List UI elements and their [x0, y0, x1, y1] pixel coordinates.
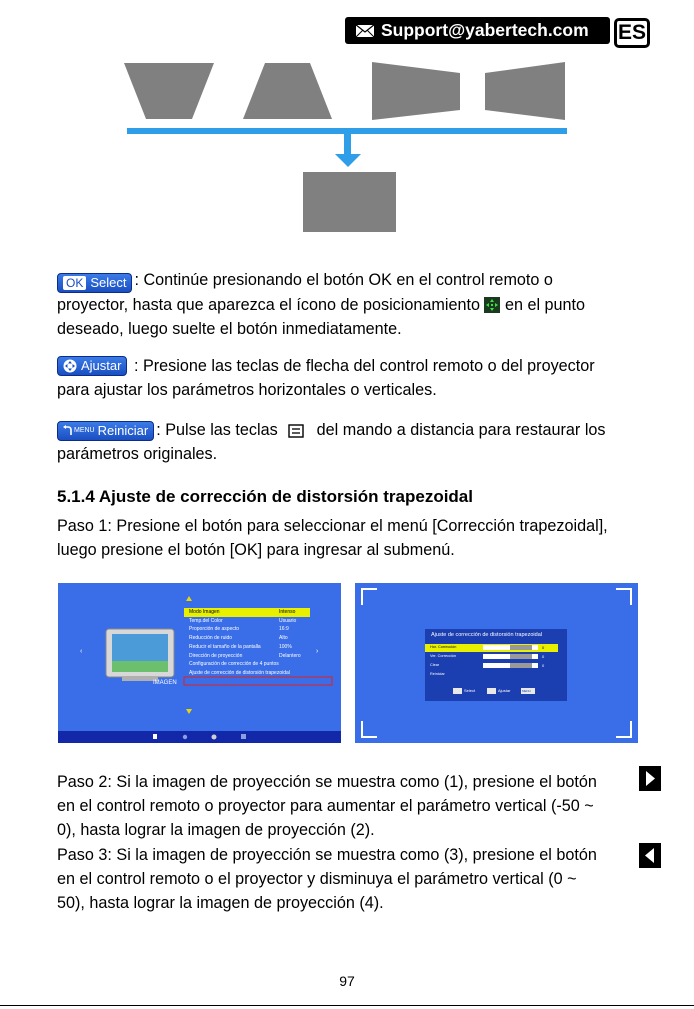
step1-paragraph: Paso 1: Presione el botón para seleccionar el menú [Corrección trapezoidal], luego presione el botón [OK] para ingresar al submenú. [57, 517, 608, 559]
menu-item-label[interactable]: Reducción de ruido [189, 635, 233, 642]
arrow-keys-icon [63, 359, 77, 373]
keystone-row-value: 0 [542, 663, 545, 668]
support-email-badge [345, 17, 610, 44]
keystone-row-value: 0 [542, 645, 545, 650]
imagen-label: IMAGEN [153, 680, 177, 686]
page-number: 97 [339, 973, 355, 989]
footer-select-label: Select [464, 688, 476, 693]
keystone-shapes-diagram [110, 60, 580, 240]
adjust-paragraph: Ajustar : Presione las teclas de flecha del control remoto o del proyector para ajustar los parámetros horizontales o verticales. [57, 357, 595, 399]
position-icon [484, 297, 500, 313]
menu-item-value: 16:9 [279, 626, 289, 633]
menu-icon [288, 424, 304, 438]
step2-paragraph: Paso 2: Si la imagen de proyección se muestra como (1), presione el botón en el control remoto o proyector para aumentar el parámetro vertical (-50 ~ 0), hasta lograr la imagen de proyección (2). [57, 773, 597, 839]
language-badge: ES [614, 18, 650, 48]
footer-divider [0, 1005, 694, 1006]
reset-button: MENU Reiniciar [57, 421, 154, 441]
connector-stem [344, 134, 351, 156]
keystone-row-label[interactable]: Hor. Corrección [430, 645, 457, 649]
svg-text:‹: ‹ [80, 648, 83, 655]
ok-select-paragraph: OK Select : Continúe presionando el botón OK en el control remoto o proyector, hasta que aparezca el ícono de posicionamiento en el punto deseado, luego suelte el botón inmediatamente. [57, 271, 586, 338]
shape-3-keystone-right [372, 62, 460, 120]
menu-item-label[interactable]: Modo Imagen [189, 609, 220, 615]
left-arrow-button-icon [639, 843, 661, 868]
menu-item-value: Intenso [279, 609, 296, 615]
ok-select-button: OK Select [57, 273, 132, 293]
keystone-adjust-screenshot [355, 583, 638, 743]
keystone-screen-graphics [355, 583, 638, 743]
keystone-row-label[interactable]: Reiniciar [430, 672, 445, 676]
menu-item-label[interactable]: Reducir el tamaño de la pantalla [189, 643, 261, 650]
shape-2-trapezoid [243, 63, 332, 119]
menu-item-value: 100% [279, 643, 292, 650]
right-arrow-button-icon [639, 766, 661, 791]
back-arrow-icon [63, 425, 73, 437]
step3-paragraph: Paso 3: Si la imagen de proyección se muestra como (3), presione el botón en el control remoto o el proyector y disminuya el parámetro vertical (0 ~ 50), hasta lograr la imagen de proyección (4). [57, 846, 597, 912]
shape-1-trapezoid-inverted [124, 63, 214, 119]
footer-menu-label: MENU [522, 689, 531, 693]
reset-paragraph: MENU Reiniciar : Pulse las teclas del mando a distancia para restaurar los parámetros originales. [57, 421, 606, 463]
adjust-button: Ajustar [57, 356, 127, 376]
shape-4-keystone-left [485, 62, 565, 120]
menu-item-label[interactable]: Proporción de aspecto [189, 626, 240, 633]
menu-item-label[interactable]: Dirección de proyección [189, 652, 243, 659]
svg-text:›: › [316, 648, 319, 655]
section-heading: 5.1.4 Ajuste de corrección de distorsión trapezoidal [57, 487, 473, 506]
menu-item-label[interactable]: Configuración de corrección de 4 puntos [189, 661, 279, 668]
keystone-row-label[interactable]: Clear [430, 663, 440, 667]
menu-item-label[interactable]: Ajuste de corrección de distorsión trapezoidal [189, 669, 290, 676]
picture-menu-screenshot [58, 583, 341, 743]
keystone-panel-title: Ajuste de corrección de distorsión trapezoidal [431, 632, 542, 638]
menu-item-value: Alto [279, 635, 288, 642]
footer-adjust-label: Ajustar [498, 688, 511, 693]
keystone-row-label[interactable]: Ver. Corrección [430, 654, 456, 658]
mail-icon [355, 24, 375, 38]
support-email: Support@yabertech.com [381, 20, 589, 40]
shape-corrected-rectangle [303, 172, 396, 232]
menu-item-label[interactable]: Temp.del Color [189, 617, 223, 624]
connector-bar [127, 128, 567, 134]
menu-item-value: Usuario [279, 617, 297, 624]
down-arrow-icon [335, 154, 361, 167]
keystone-row-value: 0 [542, 654, 545, 659]
menu-item-value: Delantero [279, 652, 301, 659]
